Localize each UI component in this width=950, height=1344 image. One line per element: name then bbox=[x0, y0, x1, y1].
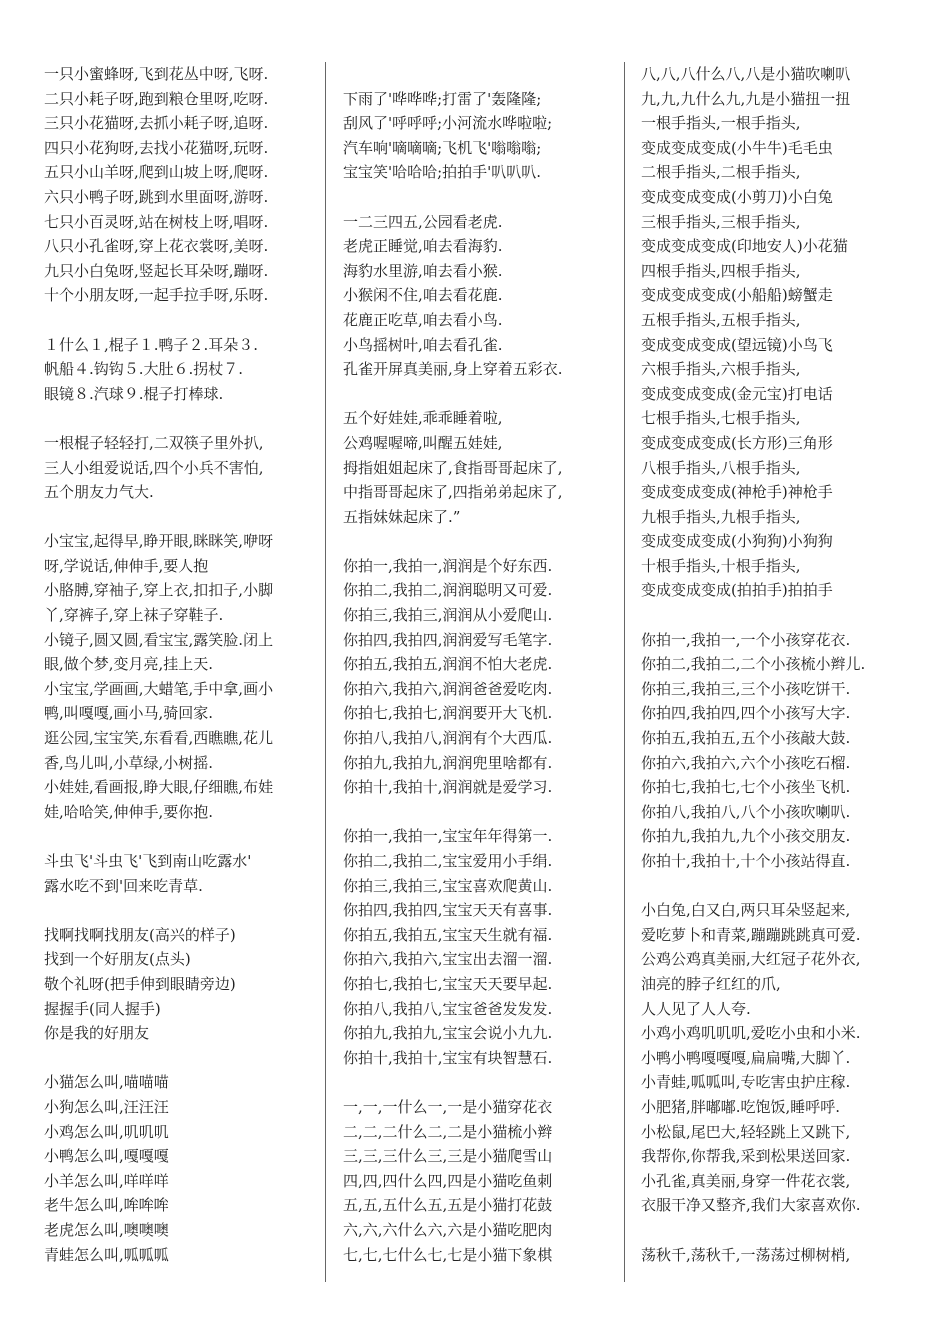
text-line: 小娃娃,看画报,睁大眼,仔细瞧,布娃 bbox=[44, 778, 274, 797]
text-line: 二,二,二什么二,二是小猫梳小辫 bbox=[343, 1122, 553, 1141]
stanza-gap bbox=[44, 406, 314, 431]
text-line: 三根手指头,三根手指头, bbox=[641, 212, 801, 231]
text-line: 孔雀开屏真美丽,身上穿着五彩衣. bbox=[343, 360, 563, 379]
stanza-gap bbox=[343, 382, 613, 407]
stanza-gap bbox=[44, 1046, 314, 1071]
text-line: 衣服干净又整齐,我们大家喜欢你. bbox=[641, 1196, 861, 1215]
text-line: 你拍五,我拍五,宝宝天生就有福. bbox=[343, 925, 553, 944]
text-line: 你拍八,我拍八,润润有个大西瓜. bbox=[343, 729, 553, 748]
text-line: 你拍三,我拍三,润润从小爱爬山. bbox=[343, 606, 553, 625]
column-divider bbox=[325, 62, 326, 1282]
text-line: 二只小耗子呀,跑到粮仓里呀,吃呀. bbox=[44, 89, 269, 108]
text-line: 五个好娃娃,乖乖睡着啦, bbox=[343, 409, 503, 428]
text-line: 敬个礼呀(把手伸到眼睛旁边) bbox=[44, 974, 236, 993]
column-right bbox=[641, 62, 911, 1267]
text-line: 你拍四,我拍四,四个小孩写大字. bbox=[641, 704, 851, 723]
text-line: 你拍三,我拍三,宝宝喜欢爬黄山. bbox=[343, 876, 553, 895]
text-line: 你拍十,我拍十,十个小孩站得直. bbox=[641, 852, 851, 870]
text-line: 小羊怎么叫,咩咩咩 bbox=[44, 1171, 169, 1190]
text-line: 变成变成变成(印地安人)小花猫 bbox=[641, 237, 848, 256]
text-line: 你拍二,我拍二,二个小孩梳小辫儿. bbox=[641, 655, 866, 674]
text-line: 小鸭怎么叫,嘎嘎嘎 bbox=[44, 1147, 169, 1166]
text-line: 八只小孔雀呀,穿上花衣裳呀,美呀. bbox=[44, 237, 269, 256]
text-line: 握握手(同人握手) bbox=[44, 999, 161, 1018]
text-line: 一根手指头,一根手指头, bbox=[641, 114, 801, 133]
text-line: 五指妹妹起床了.” bbox=[343, 507, 461, 526]
stanza-gap bbox=[641, 1218, 911, 1243]
column-divider bbox=[624, 62, 625, 1282]
text-line: 你拍八,我拍八,八个小孩吹喇叭. bbox=[641, 802, 851, 821]
column-middle bbox=[343, 62, 613, 1267]
text-line: 你拍四,我拍四,润润爱写毛笔字. bbox=[343, 630, 553, 649]
text-line: 小宝宝,起得早,睁开眼,眯眯笑,咿呀 bbox=[44, 532, 274, 551]
text-line: 五,五,五什么五,五是小猫打花鼓 bbox=[343, 1196, 553, 1215]
text-line: 呀,学说话,伸伸手,要人抱 bbox=[44, 556, 209, 575]
text-line: 小狗怎么叫,汪汪汪 bbox=[44, 1097, 169, 1116]
text-line: 五根手指头,五根手指头, bbox=[641, 310, 801, 329]
column-left bbox=[44, 62, 314, 1267]
text-line: 四只小花狗呀,去找小花猫呀,玩呀. bbox=[44, 138, 269, 157]
text-line: 你拍十,我拍十,润润就是爱学习. bbox=[343, 778, 553, 797]
text-line: 我帮你,你帮我,采到松果送回家. bbox=[641, 1147, 851, 1166]
text-line: 变成变成变成(望远镜)小鸟飞 bbox=[641, 335, 833, 354]
text-line: 三只小花猫呀,去抓小耗子呀,追呀. bbox=[44, 114, 269, 133]
text-line: 人人见了人人夸. bbox=[641, 999, 751, 1018]
text-line: 荡秋千,荡秋千,一荡荡过柳树梢, bbox=[641, 1245, 851, 1264]
text-line: 帆船４.钩钩５.大肚６.拐杖７. bbox=[44, 360, 244, 379]
text-line: 变成变成变成(小剪刀)小白兔 bbox=[641, 187, 833, 206]
text-line: 爱吃萝卜和青菜,蹦蹦跳跳真可爱. bbox=[641, 925, 861, 944]
text-line: 小孔雀,真美丽,身穿一件花衣裳, bbox=[641, 1171, 851, 1190]
text-line: 斗虫飞'斗虫飞'飞到南山吃露水' bbox=[44, 852, 252, 870]
text-line: 你拍五,我拍五,五个小孩敲大鼓. bbox=[641, 729, 851, 748]
text-line: 你拍十,我拍十,宝宝有块智慧石. bbox=[343, 1048, 553, 1067]
text-line: 你拍三,我拍三,三个小孩吃饼干. bbox=[641, 679, 851, 698]
text-line: 变成变成变成(小牛牛)毛毛虫 bbox=[641, 138, 833, 157]
stanza-gap bbox=[44, 824, 314, 849]
text-line: 公鸡喔喔啼,叫醒五娃娃, bbox=[343, 433, 503, 452]
text-line: 九,九,九什么九,九是小猫扭一扭 bbox=[641, 89, 851, 108]
text-line: 小鸡怎么叫,叽叽叽 bbox=[44, 1122, 169, 1141]
text-line: 眼,做个梦,变月亮,挂上天. bbox=[44, 655, 214, 674]
text-line: 四,四,四什么四,四是小猫吃鱼刺 bbox=[343, 1171, 553, 1190]
text-line: 你拍一,我拍一,润润是个好东西. bbox=[343, 556, 553, 575]
text-line: 老牛怎么叫,哞哞哞 bbox=[44, 1196, 169, 1215]
text-line: 七只小百灵呀,站在树枝上呀,唱呀. bbox=[44, 212, 269, 231]
text-line: 变成变成变成(金元宝)打电话 bbox=[641, 384, 833, 403]
text-line: 油亮的脖子红红的爪, bbox=[641, 974, 781, 993]
text-line: 青蛙怎么叫,呱呱呱 bbox=[44, 1245, 169, 1264]
text-line: 小鸡小鸡叽叽叽,爱吃小虫和小米. bbox=[641, 1024, 861, 1043]
text-line: 五只小山羊呀,爬到山坡上呀,爬呀. bbox=[44, 163, 269, 182]
text-line: 七根手指头,七根手指头, bbox=[641, 409, 801, 428]
text-line: 你拍一,我拍一,一个小孩穿花衣. bbox=[641, 630, 851, 649]
stanza-gap bbox=[44, 308, 314, 333]
text-line: 你拍七,我拍七,宝宝天天要早起. bbox=[343, 974, 553, 993]
text-line: 小镜子,圆又圆,看宝宝,露笑脸.闭上 bbox=[44, 630, 274, 649]
text-line: 小鸟摇树叶,咱去看孔雀. bbox=[343, 335, 503, 354]
text-line: 你拍七,我拍七,润润要开大飞机. bbox=[343, 704, 553, 723]
text-line: 你拍九,我拍九,宝宝会说小九九. bbox=[343, 1024, 553, 1043]
text-line: 找到一个好朋友(点头) bbox=[44, 950, 191, 969]
stanza-gap bbox=[641, 603, 911, 628]
text-line: 下雨了'哗哗哗;打雷了'轰隆隆; bbox=[343, 89, 542, 108]
text-line: 找啊找啊找朋友(高兴的样子) bbox=[44, 925, 236, 944]
text-line: 一只小蜜蜂呀,飞到花丛中呀,飞呀. bbox=[44, 65, 269, 83]
stanza-gap bbox=[44, 898, 314, 923]
text-line: 四根手指头,四根手指头, bbox=[641, 261, 801, 280]
text-line: 公鸡公鸡真美丽,大红冠子花外衣, bbox=[641, 950, 861, 969]
text-line: 小猫怎么叫,喵喵喵 bbox=[44, 1073, 169, 1092]
text-line: 一根棍子轻轻打,二双筷子里外扒, bbox=[44, 433, 264, 452]
text-line: 你拍四,我拍四,宝宝天天有喜事. bbox=[343, 901, 553, 920]
text-line: 你拍二,我拍二,润润聪明又可爱. bbox=[343, 581, 553, 600]
text-line: 你拍九,我拍九,九个小孩交朋友. bbox=[641, 827, 851, 846]
text-line: 小青蛙,呱呱叫,专吃害虫护庄稼. bbox=[641, 1073, 851, 1092]
stanza-gap bbox=[343, 185, 613, 210]
text-line: 娃,哈哈笑,伸伸手,要你抱. bbox=[44, 802, 214, 821]
text-line: 十个小朋友呀,一起手拉手呀,乐呀. bbox=[44, 286, 269, 305]
text-line: 丫,穿裤子,穿上袜子穿鞋子. bbox=[44, 606, 224, 625]
text-line: 七,七,七什么七,七是小猫下象棋 bbox=[343, 1245, 553, 1264]
stanza-gap bbox=[343, 62, 613, 87]
text-line: 露水吃不到'回来吃青草. bbox=[44, 876, 203, 895]
text-line: 你拍六,我拍六,六个小孩吃石榴. bbox=[641, 753, 851, 772]
text-line: 五个朋友力气大. bbox=[44, 483, 154, 502]
text-line: 你是我的好朋友 bbox=[44, 1024, 150, 1043]
text-line: 小宝宝,学画画,大蜡笔,手中拿,画小 bbox=[44, 679, 274, 698]
text-line: 一,一,一什么一,一是小猫穿花衣 bbox=[343, 1097, 553, 1116]
text-line: 变成变成变成(小船船)螃蟹走 bbox=[641, 286, 833, 305]
text-line: 你拍七,我拍七,七个小孩坐飞机. bbox=[641, 778, 851, 797]
text-line: 九只小白兔呀,竖起长耳朵呀,蹦呀. bbox=[44, 261, 269, 280]
text-line: 一二三四五,公园看老虎. bbox=[343, 212, 503, 231]
text-line: 老虎正睡觉,咱去看海豹. bbox=[343, 237, 503, 256]
text-line: 逛公园,宝宝笑,东看看,西瞧瞧,花儿 bbox=[44, 729, 274, 748]
stanza-gap bbox=[343, 800, 613, 825]
text-line: 六根手指头,六根手指头, bbox=[641, 360, 801, 379]
text-line: 小猴闲不住,咱去看花鹿. bbox=[343, 286, 503, 305]
text-line: 汽车响'嘀嘀嘀;飞机飞'嗡嗡嗡; bbox=[343, 138, 542, 157]
text-line: 三,三,三什么三,三是小猫爬雪山 bbox=[343, 1147, 553, 1166]
text-line: 你拍二,我拍二,宝宝爱用小手绢. bbox=[343, 852, 553, 870]
text-line: 中指哥哥起床了,四指弟弟起床了, bbox=[343, 483, 563, 502]
text-line: 变成变成变成(长方形)三角形 bbox=[641, 433, 833, 452]
text-line: 眼镜８.汽球９.棍子打棒球. bbox=[44, 384, 224, 403]
text-line: 你拍九,我拍九,润润兜里啥都有. bbox=[343, 753, 553, 772]
text-line: 小白兔,白又白,两只耳朵竖起来, bbox=[641, 901, 851, 920]
text-line: 九根手指头,九根手指头, bbox=[641, 507, 801, 526]
text-line: 香,鸟儿叫,小草绿,小树摇. bbox=[44, 753, 214, 772]
text-line: 六,六,六什么六,六是小猫吃肥肉 bbox=[343, 1220, 553, 1239]
text-line: 你拍八,我拍八,宝宝爸爸发发发. bbox=[343, 999, 553, 1018]
text-line: 小肥猪,胖嘟嘟.吃饱饭,睡呼呼. bbox=[641, 1097, 841, 1116]
text-line: 八根手指头,八根手指头, bbox=[641, 458, 801, 477]
text-line: 你拍一,我拍一,宝宝年年得第一. bbox=[343, 827, 553, 846]
text-line: 刮风了'呼呼呼;小河流水哗啦啦; bbox=[343, 114, 553, 133]
text-line: 二根手指头,二根手指头, bbox=[641, 163, 801, 182]
text-line: 你拍六,我拍六,宝宝出去溜一溜. bbox=[343, 950, 553, 969]
text-line: 小松鼠,尾巴大,轻轻跳上又跳下, bbox=[641, 1122, 851, 1141]
stanza-gap bbox=[44, 505, 314, 530]
text-line: 鸭,叫嘎嘎,画小马,骑回家. bbox=[44, 704, 214, 723]
text-line: 变成变成变成(拍拍手)拍拍手 bbox=[641, 581, 833, 600]
stanza-gap bbox=[343, 1070, 613, 1095]
text-line: 八,八,八什么八,八是小猫吹喇叭 bbox=[641, 65, 851, 83]
text-line: 小鸭小鸭嘎嘎嘎,扁扁嘴,大脚丫. bbox=[641, 1048, 851, 1067]
text-line: 变成变成变成(小狗狗)小狗狗 bbox=[641, 532, 833, 551]
text-line: 十根手指头,十根手指头, bbox=[641, 556, 801, 575]
text-line: １什么１,棍子１.鸭子２.耳朵３. bbox=[44, 335, 259, 354]
text-line: 六只小鸭子呀,跳到水里面呀,游呀. bbox=[44, 187, 269, 206]
stanza-gap bbox=[641, 874, 911, 899]
text-line: 海豹水里游,咱去看小猴. bbox=[343, 261, 503, 280]
text-line: 你拍五,我拍五,润润不怕大老虎. bbox=[343, 655, 553, 674]
text-line: 你拍六,我拍六,润润爸爸爱吃肉. bbox=[343, 679, 553, 698]
text-line: 宝宝笑'哈哈哈;拍拍手'叭叭叭. bbox=[343, 163, 542, 182]
text-line: 拇指姐姐起床了,食指哥哥起床了, bbox=[343, 458, 563, 477]
text-line: 花鹿正吃草,咱去看小鸟. bbox=[343, 310, 503, 329]
text-line: 老虎怎么叫,噢噢噢 bbox=[44, 1220, 169, 1239]
text-line: 变成变成变成(神枪手)神枪手 bbox=[641, 483, 833, 502]
text-line: 小胳膊,穿袖子,穿上衣,扣扣子,小脚 bbox=[44, 581, 274, 600]
stanza-gap bbox=[343, 529, 613, 554]
text-line: 三人小组爱说话,四个小兵不害怕, bbox=[44, 458, 264, 477]
